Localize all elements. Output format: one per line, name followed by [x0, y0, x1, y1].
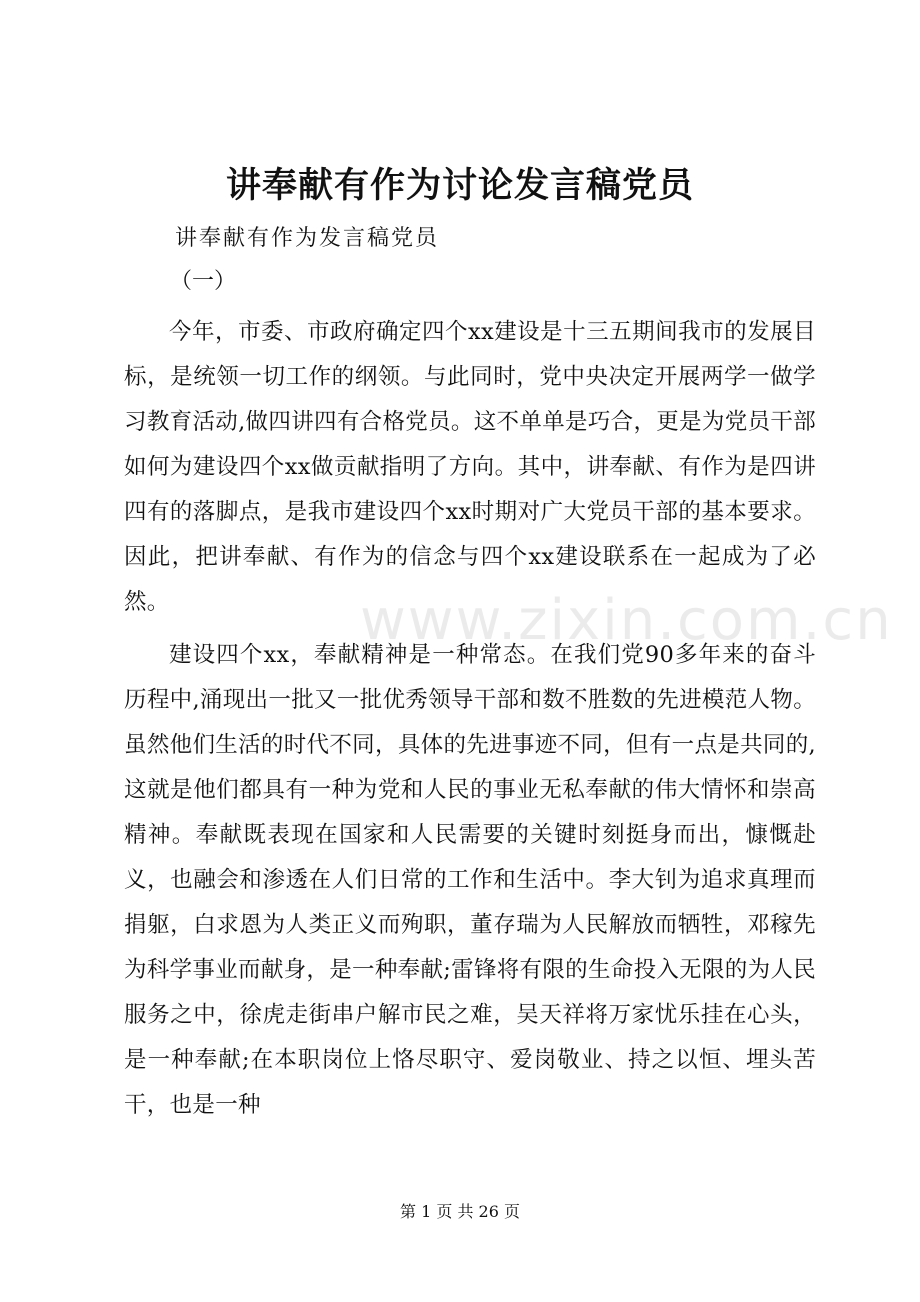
document-subtitle: 讲奉献有作为发言稿党员 — [175, 226, 440, 251]
paragraph-1: 今年，市委、市政府确定四个xx建设是十三五期间我市的发展目标，是统领一切工作的纲领。与此同时，党中央决定开展两学一做学习教育活动,做四讲四有合格党员。这不单单是巧合，更是为党员干部如何为建设四个xx做贡献指明了方向。其中，讲奉献、有作为是四讲四有的落脚点，是我市建设四个xx时期对广大党员干部的基本要求。因此，把讲奉献、有作为的信念与四个xx建设联系在一起成为了必然。 — [124, 319, 816, 615]
document-title: 讲奉献有作为讨论发言稿党员 — [225, 165, 694, 206]
page-footer: 第 1 页 共 26 页 — [400, 1202, 520, 1221]
watermark: www.zixin.com.cn — [360, 588, 893, 653]
section-number: （一） — [170, 269, 237, 294]
paragraph-2: 建设四个xx，奉献精神是一种常态。在我们党90多年来的奋斗历程中,涌现出一批又一批优秀领导干部和数不胜数的先进模范人物。虽然他们生活的时代不同，具体的先进事迹不同，但有一点是共同的,这就是他们都具有一种为党和人民的事业无私奉献的伟大情怀和崇高精神。奉献既表现在国家和人民需要的关键时刻挺身而出，慷慨赴义，也融会和渗透在人们日常的工作和生活中。李大钊为追求真理而捐躯，白求恩为人类正义而殉职，董存瑞为人民解放而牺牲，邓稼先为科学事业而献身，是一种奉献;雷锋将有限的生命投入无限的为人民服务之中，徐虎走街串户解市民之难，吴天祥将万家忧乐挂在心头，是一种奉献;在本职岗位上恪尽职守、爱岗敬业、持之以恒、埋头苦干，也是一种 — [124, 642, 816, 1118]
